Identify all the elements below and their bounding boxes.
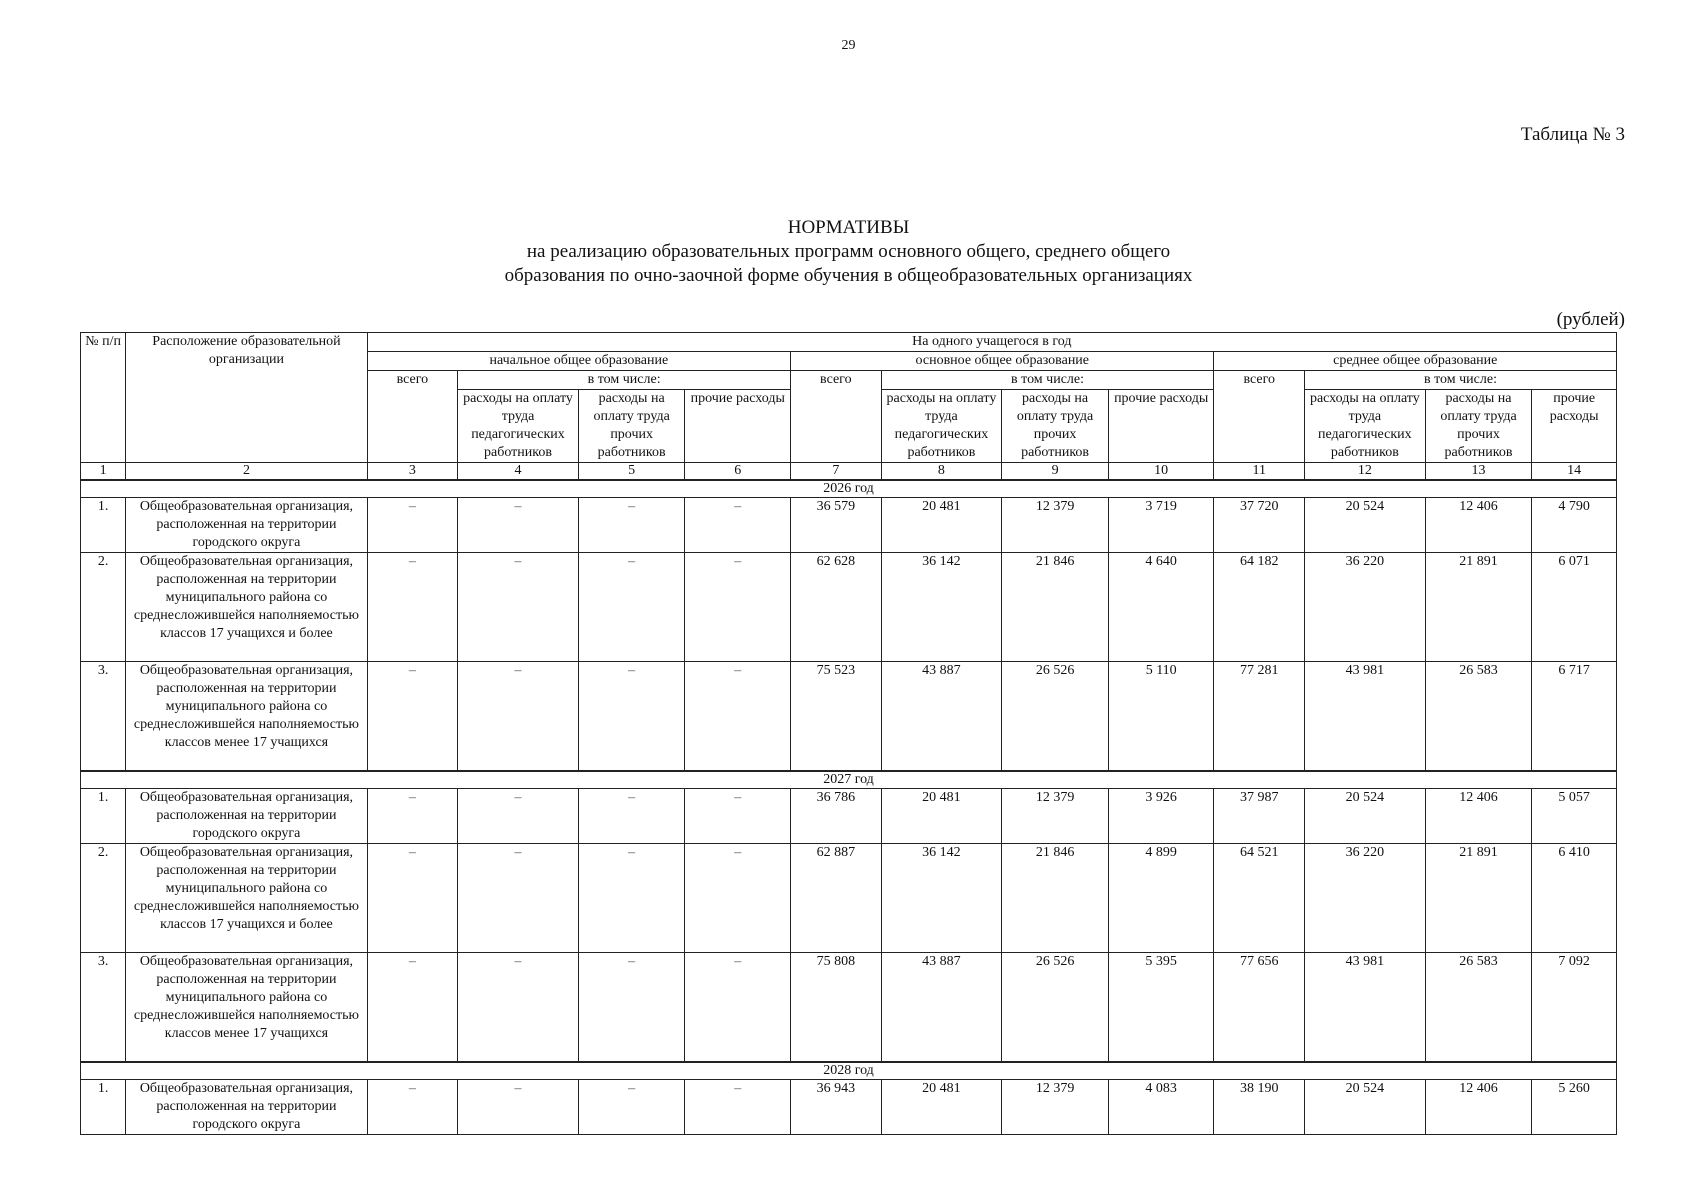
column-number: 14 [1532, 463, 1617, 481]
value-cell: – [458, 953, 579, 1063]
value-cell: 20 524 [1305, 498, 1426, 553]
header-including: в том числе: [1305, 371, 1617, 390]
value-cell: 4 083 [1108, 1080, 1214, 1135]
value-cell: 12 406 [1425, 498, 1532, 553]
norms-table [80, 332, 1617, 1135]
value-cell: – [458, 662, 579, 772]
value-cell: 43 887 [881, 953, 1002, 1063]
value-cell: 5 395 [1108, 953, 1214, 1063]
value-cell: 77 281 [1214, 662, 1305, 772]
value-cell: 21 846 [1002, 844, 1109, 953]
value-cell: – [458, 553, 579, 662]
value-cell: 4 899 [1108, 844, 1214, 953]
column-number: 12 [1305, 463, 1426, 481]
org-location: Общеобразовательная организация, расположенная на территории городского округа [126, 498, 367, 553]
header-org: Расположение образовательной организации [126, 333, 367, 463]
value-cell: 12 379 [1002, 789, 1109, 844]
header-total: всего [791, 371, 882, 463]
value-cell: – [367, 789, 458, 844]
value-cell: – [367, 953, 458, 1063]
value-cell: – [578, 662, 685, 772]
value-cell: 64 521 [1214, 844, 1305, 953]
table-row [81, 1080, 1617, 1135]
header-level-secondary: среднее общее образование [1214, 352, 1617, 371]
org-location: Общеобразовательная организация, расположенная на территории городского округа [126, 1080, 367, 1135]
value-cell: – [685, 662, 791, 772]
org-location: Общеобразовательная организация, расположенная на территории муниципального района со среднесложившейся наполняемостью классов менее 17 учащихся [126, 662, 367, 772]
row-number: 1. [81, 789, 126, 844]
value-cell: – [458, 844, 579, 953]
value-cell: 26 526 [1002, 662, 1109, 772]
column-number: 10 [1108, 463, 1214, 481]
header-including: в том числе: [881, 371, 1214, 390]
row-number: 1. [81, 1080, 126, 1135]
column-number: 1 [81, 463, 126, 481]
year-label: 2026 год [81, 480, 1617, 498]
value-cell: – [458, 789, 579, 844]
value-cell: – [578, 553, 685, 662]
value-cell: – [578, 844, 685, 953]
value-cell: – [578, 1080, 685, 1135]
column-number: 3 [367, 463, 458, 481]
table-row [81, 789, 1617, 844]
header-per-student: На одного учащегося в год [367, 333, 1616, 352]
year-label: 2027 год [81, 771, 1617, 789]
column-number: 9 [1002, 463, 1109, 481]
header-other-staff: расходы на оплату труда прочих работников [578, 390, 685, 463]
value-cell: 62 628 [791, 553, 882, 662]
value-cell: 20 481 [881, 789, 1002, 844]
value-cell: 38 190 [1214, 1080, 1305, 1135]
value-cell: 43 981 [1305, 662, 1426, 772]
header-total: всего [367, 371, 458, 463]
value-cell: 6 717 [1532, 662, 1617, 772]
table-row [81, 662, 1617, 772]
value-cell: 12 406 [1425, 1080, 1532, 1135]
value-cell: 36 220 [1305, 553, 1426, 662]
table-row [81, 498, 1617, 553]
value-cell: 12 406 [1425, 789, 1532, 844]
value-cell: – [578, 789, 685, 844]
row-number: 2. [81, 844, 126, 953]
value-cell: 77 656 [1214, 953, 1305, 1063]
value-cell: 62 887 [791, 844, 882, 953]
value-cell: 20 524 [1305, 789, 1426, 844]
value-cell: 3 926 [1108, 789, 1214, 844]
year-row [81, 1062, 1617, 1080]
value-cell: 12 379 [1002, 1080, 1109, 1135]
units-label: (рублей) [1556, 309, 1625, 330]
value-cell: – [578, 953, 685, 1063]
header-other: прочие расходы [685, 390, 791, 463]
value-cell: – [458, 1080, 579, 1135]
year-row [81, 771, 1617, 789]
value-cell: 36 786 [791, 789, 882, 844]
value-cell: – [367, 1080, 458, 1135]
value-cell: 36 579 [791, 498, 882, 553]
value-cell: 37 720 [1214, 498, 1305, 553]
value-cell: 43 981 [1305, 953, 1426, 1063]
value-cell: 20 481 [881, 1080, 1002, 1135]
year-label: 2028 год [81, 1062, 1617, 1080]
value-cell: – [685, 844, 791, 953]
column-number: 5 [578, 463, 685, 481]
header-ped: расходы на оплату труда педагогических работников [458, 390, 579, 463]
value-cell: 7 092 [1532, 953, 1617, 1063]
value-cell: 20 524 [1305, 1080, 1426, 1135]
value-cell: – [367, 844, 458, 953]
value-cell: 6 071 [1532, 553, 1617, 662]
document-title [0, 216, 1697, 288]
row-number: 3. [81, 953, 126, 1063]
value-cell: 21 846 [1002, 553, 1109, 662]
table-body [81, 480, 1617, 1135]
header-other-staff: расходы на оплату труда прочих работников [1002, 390, 1109, 463]
value-cell: 75 808 [791, 953, 882, 1063]
column-number: 7 [791, 463, 882, 481]
header-ped: расходы на оплату труда педагогических работников [1305, 390, 1426, 463]
page-number: 29 [841, 38, 856, 53]
org-location: Общеобразовательная организация, расположенная на территории муниципального района со среднесложившейся наполняемостью классов 17 учащихся и более [126, 553, 367, 662]
column-number: 6 [685, 463, 791, 481]
value-cell: – [685, 789, 791, 844]
header-level-basic: основное общее образование [791, 352, 1214, 371]
value-cell: – [685, 498, 791, 553]
value-cell: 21 891 [1425, 844, 1532, 953]
value-cell: 64 182 [1214, 553, 1305, 662]
value-cell: – [685, 953, 791, 1063]
row-number: 1. [81, 498, 126, 553]
value-cell: 43 887 [881, 662, 1002, 772]
table-row [81, 844, 1617, 953]
title-line-3: образования по очно-заочной форме обучения в общеобразовательных организациях [504, 265, 1193, 286]
table-header [81, 333, 1617, 481]
value-cell: 36 142 [881, 553, 1002, 662]
value-cell: – [458, 498, 579, 553]
column-number: 2 [126, 463, 367, 481]
value-cell: – [367, 498, 458, 553]
value-cell: 12 379 [1002, 498, 1109, 553]
column-number: 11 [1214, 463, 1305, 481]
value-cell: 5 110 [1108, 662, 1214, 772]
column-number: 8 [881, 463, 1002, 481]
value-cell: 26 583 [1425, 662, 1532, 772]
value-cell: – [685, 553, 791, 662]
header-other: прочие расходы [1532, 390, 1617, 463]
header-level-primary: начальное общее образование [367, 352, 790, 371]
value-cell: 5 057 [1532, 789, 1617, 844]
table-row [81, 553, 1617, 662]
value-cell: 36 220 [1305, 844, 1426, 953]
column-number: 13 [1425, 463, 1532, 481]
row-number: 3. [81, 662, 126, 772]
value-cell: 26 583 [1425, 953, 1532, 1063]
row-number: 2. [81, 553, 126, 662]
header-including: в том числе: [458, 371, 791, 390]
value-cell: – [578, 498, 685, 553]
title-line-2: на реализацию образовательных программ основного общего, среднего общего [526, 241, 1171, 262]
value-cell: 4 640 [1108, 553, 1214, 662]
value-cell: 5 260 [1532, 1080, 1617, 1135]
value-cell: 20 481 [881, 498, 1002, 553]
value-cell: 36 943 [791, 1080, 882, 1135]
value-cell: – [367, 662, 458, 772]
header-other-staff: расходы на оплату труда прочих работников [1425, 390, 1532, 463]
year-row [81, 480, 1617, 498]
value-cell: 36 142 [881, 844, 1002, 953]
header-other: прочие расходы [1108, 390, 1214, 463]
column-number: 4 [458, 463, 579, 481]
column-numbers-row [81, 463, 1617, 481]
value-cell: 4 790 [1532, 498, 1617, 553]
org-location: Общеобразовательная организация, расположенная на территории городского округа [126, 789, 367, 844]
header-total: всего [1214, 371, 1305, 463]
title-line-1: НОРМАТИВЫ [787, 217, 910, 238]
value-cell: 75 523 [791, 662, 882, 772]
header-ped: расходы на оплату труда педагогических работников [881, 390, 1002, 463]
value-cell: 6 410 [1532, 844, 1617, 953]
value-cell: – [685, 1080, 791, 1135]
value-cell: 26 526 [1002, 953, 1109, 1063]
table-row [81, 953, 1617, 1063]
table-number: Таблица № 3 [1520, 124, 1625, 145]
value-cell: 37 987 [1214, 789, 1305, 844]
value-cell: 21 891 [1425, 553, 1532, 662]
header-num: № п/п [81, 333, 126, 463]
value-cell: 3 719 [1108, 498, 1214, 553]
value-cell: – [367, 553, 458, 662]
org-location: Общеобразовательная организация, расположенная на территории муниципального района со среднесложившейся наполняемостью классов менее 17 учащихся [126, 953, 367, 1063]
org-location: Общеобразовательная организация, расположенная на территории муниципального района со среднесложившейся наполняемостью классов 17 учащихся и более [126, 844, 367, 953]
